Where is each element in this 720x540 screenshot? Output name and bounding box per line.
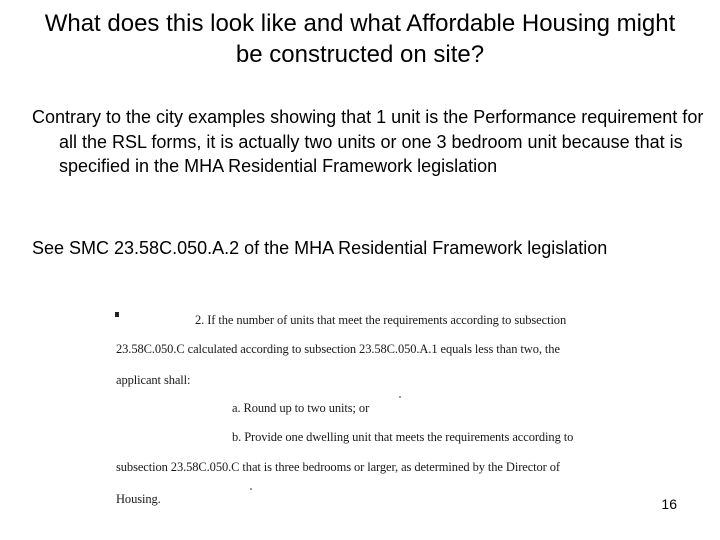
scan-artifact-dot [250, 488, 252, 490]
scan-artifact-mark [115, 312, 119, 317]
legislation-excerpt-image [110, 300, 610, 510]
excerpt-line: 23.58C.050.C calculated according to subsection 23.58C.050.A.1 equals less than two, the [116, 342, 560, 356]
excerpt-line: b. Provide one dwelling unit that meets the requirements according to [232, 430, 574, 444]
scan-artifact-dot [399, 396, 401, 398]
excerpt-line: 2. If the number of units that meet the requirements according to subsection [195, 313, 567, 327]
excerpt-line: subsection 23.58C.050.C that is three bedrooms or larger, as determined by the Director of [116, 460, 560, 474]
bullet-paragraph-smc-reference: See SMC 23.58C.050.A.2 of the MHA Residential Framework legislation [32, 238, 608, 258]
page-number: 16 [661, 496, 677, 512]
excerpt-line: Housing. [116, 492, 161, 506]
slide-title: What does this look like and what Affordable Housing might be constructed on site? [44, 10, 676, 68]
excerpt-line: a. Round up to two units; or [232, 401, 370, 415]
bullet-paragraph-performance: Contrary to the city examples showing that 1 unit is the Performance requirement for all the RSL forms, it is actually two units or one 3 bedroom unit because that is specified in the MHA Residential Framework legislation [32, 107, 704, 176]
excerpt-line: applicant shall: [116, 373, 191, 387]
